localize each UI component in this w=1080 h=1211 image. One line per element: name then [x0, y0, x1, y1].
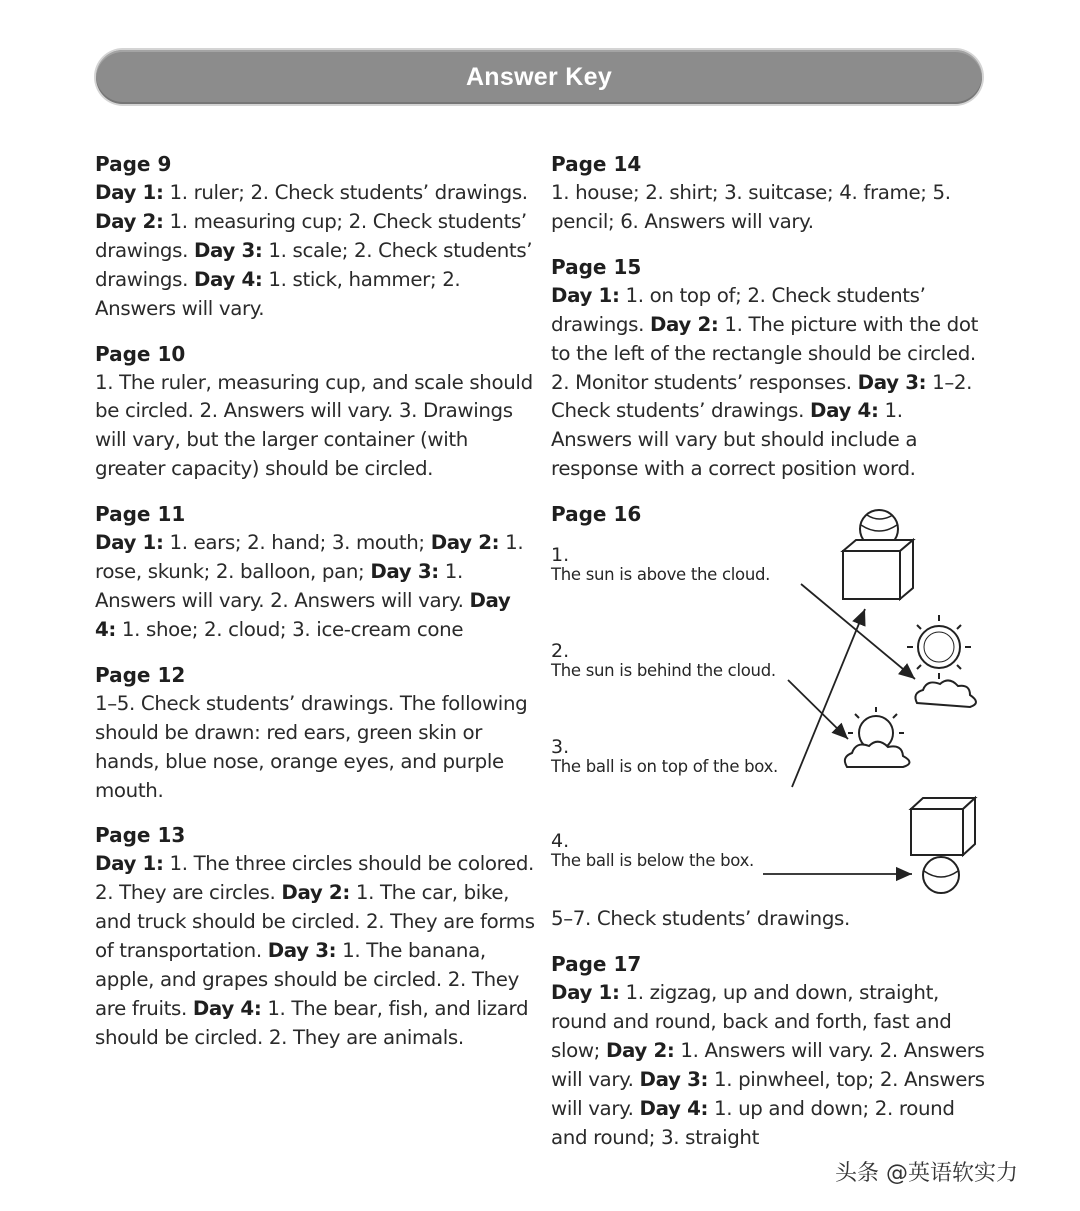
answer-text: 1. rose, skunk; 2. balloon, pan;	[95, 531, 524, 584]
section-title: Page 17	[551, 952, 642, 977]
section-title: Page 10	[95, 341, 186, 366]
answer-text: 1. house; 2. shirt; 3. suitcase; 4. frame; 5. pencil; 6. Answers will vary.	[551, 181, 951, 233]
day-label: Day 1:	[551, 283, 620, 307]
section-page-17	[551, 950, 986, 1152]
cloud-icon	[915, 681, 976, 708]
section-title: Page 16	[551, 502, 642, 527]
day-label: Day 1:	[551, 981, 620, 1005]
ball-icon	[923, 857, 959, 893]
answer-text: 1. Answers will vary. 2. Answers will vary.	[551, 1038, 985, 1091]
section-page-16	[551, 500, 986, 934]
section-page-13	[95, 821, 535, 1052]
answer-text: 1. The picture with the dot to the left of the rectangle should be circled. 2. Monitor students’ responses.	[551, 312, 979, 394]
answer-text: 1. The ruler, measuring cup, and scale should be circled. 2. Answers will vary. 3. Drawings will vary, but the larger container (with greater capacity) should be circled.	[95, 370, 533, 481]
left-sections	[95, 150, 535, 1053]
answer-text: 1. shoe; 2. cloud; 3. ice-cream cone	[115, 617, 464, 641]
answer-text: 1. pinwheel, top; 2. Answers will vary.	[551, 1067, 985, 1120]
answer-text: 1. on top of; 2. Check students’ drawings.	[551, 283, 926, 336]
right-bottom-sections	[551, 950, 986, 1152]
section-page-12	[95, 661, 535, 806]
answer-text: 1. The bear, fish, and lizard should be circled. 2. They are animals.	[95, 996, 529, 1049]
matching-diagram	[551, 529, 991, 899]
right-top-sections	[551, 150, 986, 484]
section-paragraph	[95, 179, 535, 324]
header-banner	[96, 50, 982, 104]
sun-above-cloud-picture	[907, 615, 976, 707]
answer-text: 1. stick, hammer; 2. Answers will vary.	[95, 267, 461, 320]
section-title: Page 9	[95, 152, 172, 176]
answer-text: 1. The banana, apple, and grapes should be circled. 2. They are fruits.	[95, 939, 519, 1020]
arrow-2	[788, 680, 848, 739]
answer-text: 1. scale; 2. Check students’ drawings.	[95, 238, 533, 291]
answer-text: 1. Answers will vary but should include a response with a correct position word.	[551, 399, 918, 481]
section-title: Page 15	[551, 254, 642, 279]
section-title: Page 12	[95, 662, 186, 687]
section-title: Page 14	[551, 152, 642, 176]
section-paragraph	[95, 529, 535, 645]
watermark: 头条 @英语软实力	[835, 1161, 1018, 1186]
day-label: Day 2:	[95, 209, 164, 233]
day-label: Day 2:	[649, 312, 719, 336]
section-paragraph	[551, 282, 986, 484]
section-paragraph: 5–7. Check students’ drawings.	[551, 907, 850, 931]
matching-item-2: 2. The sun is behind the cloud.	[551, 640, 776, 681]
section-paragraph	[95, 690, 535, 806]
day-label: Day 3:	[639, 1067, 709, 1091]
section-page-15	[551, 253, 986, 484]
answer-text: 1–2. Check students’ drawings.	[551, 370, 973, 423]
answer-text: 1. zigzag, up and down, straight, round and round, back and forth, fast and slow;	[551, 981, 952, 1062]
section-title: Page 11	[95, 502, 186, 527]
left-column	[95, 150, 535, 1069]
day-label: Day 1:	[95, 531, 164, 555]
page-title: Answer Key	[465, 62, 613, 91]
answer-text: 1–5. Check students’ drawings. The following should be drawn: red ears, green skin or hands, blue nose, orange eyes, and purple mouth.	[95, 691, 528, 802]
box-icon	[911, 798, 975, 855]
section-title: Page 13	[95, 823, 186, 848]
day-label: Day 3:	[857, 370, 927, 394]
section-page-9	[95, 150, 535, 324]
section-paragraph	[551, 979, 986, 1152]
section-page-11	[95, 500, 535, 645]
section-paragraph	[95, 369, 535, 485]
day-label: Day 2:	[430, 531, 500, 555]
matching-item-1: 1. The sun is above the cloud.	[551, 544, 771, 585]
day-label: Day 3:	[370, 560, 439, 584]
cloud-icon	[845, 742, 910, 767]
day-label: Day 3:	[193, 238, 263, 262]
right-column	[551, 150, 986, 1169]
answer-text: 1. ruler; 2. Check students’ drawings.	[163, 181, 528, 204]
day-label: Day 4:	[193, 267, 263, 291]
day-label: Day 2:	[605, 1038, 675, 1062]
matching-item-4: 4. The ball is below the box.	[551, 830, 754, 871]
sun-behind-cloud-picture	[845, 707, 910, 767]
answer-text: 1. measuring cup; 2. Check students’ drawings.	[95, 209, 527, 262]
day-label: Day 3:	[267, 939, 337, 963]
day-label: Day 1:	[95, 852, 164, 876]
box-icon	[843, 540, 913, 599]
matching-item-3: 3. The ball is on top of the box.	[551, 736, 778, 777]
answer-text: 1. ears; 2. hand; 3. mouth;	[163, 531, 431, 555]
answer-text: 1. up and down; 2. round and round; 3. straight	[551, 1096, 955, 1149]
day-label: Day 4:	[639, 1096, 709, 1120]
section-page-14	[551, 150, 986, 237]
answer-text: 1. Answers will vary. 2. Answers will vary.	[95, 560, 470, 612]
day-label: Day 4:	[95, 588, 511, 641]
day-label: Day 4:	[192, 996, 262, 1020]
section-paragraph	[95, 850, 535, 1052]
day-label: Day 4:	[810, 399, 879, 423]
day-label: Day 2:	[281, 881, 350, 905]
section-paragraph	[551, 179, 986, 237]
section-page-10	[95, 340, 535, 485]
ball-below-box-picture	[911, 798, 975, 893]
answer-text: 1. The three circles should be colored. 2. They are circles.	[95, 852, 534, 905]
answer-text: 1. The car, bike, and truck should be circled. 2. They are forms of transportation.	[95, 881, 535, 963]
day-label: Day 1:	[95, 181, 164, 204]
sun-icon	[907, 615, 971, 679]
